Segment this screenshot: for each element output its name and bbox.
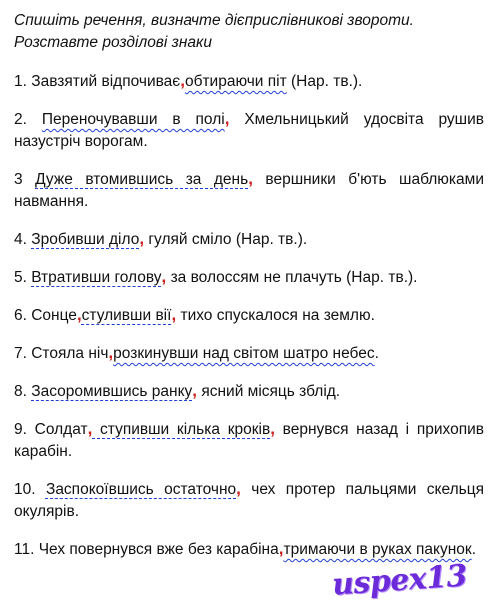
sentence-text: 8. — [14, 383, 32, 400]
sentence-9 — [14, 418, 484, 463]
sentence-6 — [14, 304, 484, 327]
sentence-text: . — [471, 541, 476, 558]
sentence-text: (Нар. тв.). — [286, 73, 363, 90]
inserted-comma: , — [278, 539, 284, 558]
sentence-3 — [14, 168, 484, 213]
adverbial-phrase: розкинувши над світом шатро небес — [113, 345, 375, 362]
sentence-text: тихо спускалося на землю. — [176, 307, 375, 324]
sentence-text: Хмельницький удосвіта рушив назустріч ворогам. — [14, 111, 485, 150]
adverbial-phrase: тримаючи в руках пакунок — [283, 541, 472, 558]
inserted-comma: , — [192, 381, 198, 400]
sentence-2 — [14, 108, 484, 153]
sentence-text: ясний місяць зблід. — [197, 383, 341, 400]
sentence-text: 10. — [14, 481, 46, 498]
inserted-comma: , — [139, 229, 145, 248]
inserted-comma: , — [236, 479, 241, 498]
inserted-comma: , — [108, 343, 114, 362]
sentence-text: 11. Чех повернувся вже без карабіна — [14, 541, 279, 558]
inserted-comma: , — [270, 419, 275, 438]
sentence-4 — [14, 228, 484, 251]
sentence-text: 1. Завзятий відпочиває — [14, 73, 181, 90]
sentence-1 — [14, 70, 484, 93]
sentence-text: вернувся назад і прихопив карабін. — [14, 421, 484, 460]
sentence-11 — [14, 538, 484, 561]
adverbial-phrase: ступивши кілька кроків — [92, 421, 271, 438]
inserted-comma: , — [161, 267, 167, 286]
sentence-text: 4. — [14, 231, 32, 248]
inserted-comma: , — [87, 419, 93, 438]
sentence-text: 6. Сонце — [14, 307, 77, 324]
adverbial-phrase: обтираючи піт — [184, 73, 287, 90]
sentence-text: 5. — [14, 269, 32, 286]
adverbial-phrase: Втративши голову — [31, 269, 162, 286]
watermark: uspex13 — [330, 558, 468, 603]
sentence-5 — [14, 266, 484, 289]
inserted-comma: , — [180, 71, 185, 90]
sentence-8 — [14, 380, 484, 403]
adverbial-phrase: стуливши вії — [81, 307, 172, 324]
sentence-text: . — [374, 345, 379, 362]
instruction-line-2: Розставте розділові знаки — [14, 34, 212, 51]
sentence-text: вершники б'ють шаблюками навмання. — [14, 171, 484, 210]
sentence-text: 7. Стояла ніч — [14, 345, 109, 362]
inserted-comma: , — [76, 305, 82, 324]
adverbial-phrase: Заспокоївшись остаточно — [45, 481, 237, 498]
sentence-text: 2. — [14, 111, 42, 128]
inserted-comma: , — [224, 109, 230, 128]
inserted-comma: , — [171, 305, 177, 324]
sentence-text: гуляй сміло (Нар. тв.). — [144, 231, 308, 248]
task-instruction — [14, 10, 484, 54]
sentence-text: чех протер пальцями скельця окулярів. — [14, 481, 484, 520]
sentence-text: 9. Солдат — [14, 421, 88, 438]
sentence-7 — [14, 342, 484, 365]
adverbial-phrase: Переночувавши в полі — [41, 111, 225, 128]
sentence-10 — [14, 478, 484, 523]
sentence-text: 3 — [14, 171, 36, 188]
sentence-text: за волоссям не плачуть (Нар. тв.). — [166, 269, 418, 286]
adverbial-phrase: Зробивши діло — [31, 231, 140, 248]
instruction-line-1: Спишіть речення, визначте дієприслівникові звороти. — [14, 12, 414, 29]
adverbial-phrase: Дуже втомившись за день — [35, 171, 249, 188]
inserted-comma: , — [248, 169, 253, 188]
adverbial-phrase: Засоромившись ранку — [31, 383, 193, 400]
